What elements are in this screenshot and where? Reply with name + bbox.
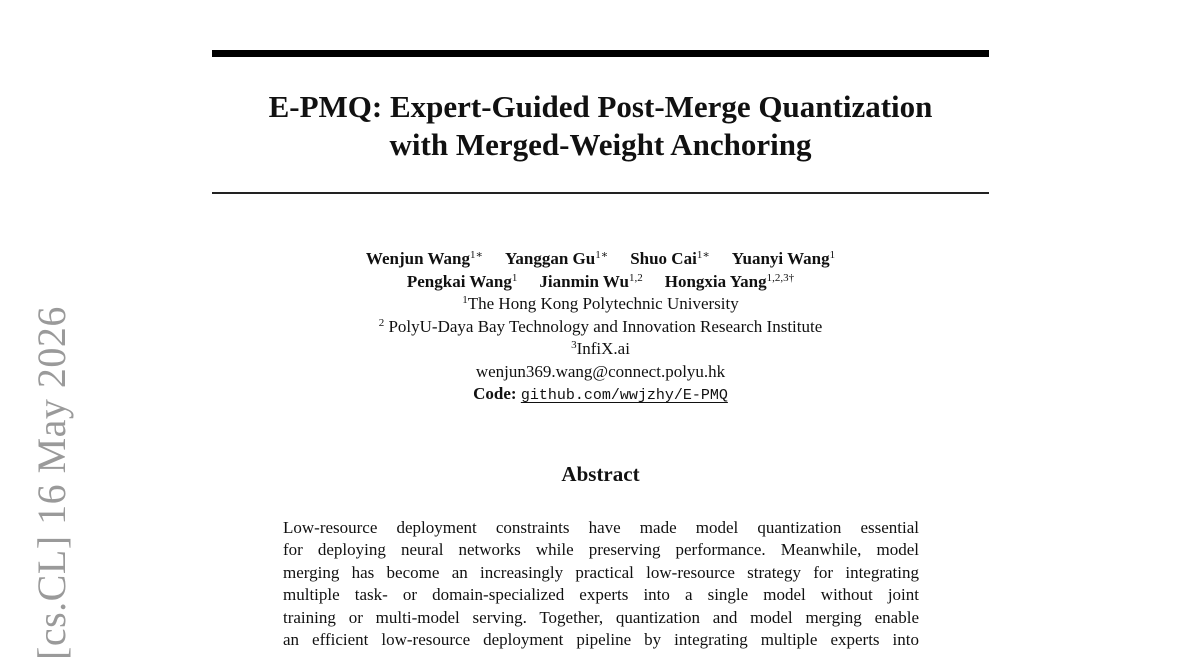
author-sup: 1,2,3† [766,271,795,284]
affiliation-1 [212,293,989,316]
arxiv-stamp: [cs.CL] 16 May 2026 [29,306,74,660]
author-sup: 1∗ [595,249,609,261]
author-name: Yuanyi Wang [731,249,830,268]
affiliation-3 [212,338,989,361]
paper-title [212,88,989,164]
affiliation-name: PolyU-Daya Bay Technology and Innovation Research Institute [384,316,823,336]
author-row-2 [212,271,989,294]
abstract-line: for deploying neural networks while preserving performance. Meanwhile, model [283,540,919,560]
abstract-heading: Abstract [561,462,640,486]
title-line-2: with Merged-Weight Anchoring [389,127,812,162]
author-name: Shuo Cai [630,249,697,268]
affiliation-sup: 1 [462,294,468,306]
author-sup: 1∗ [696,249,710,261]
abstract-line: Low-resource deployment constraints have made model quantization essential [283,518,919,537]
title-line-1: E-PMQ: Expert-Guided Post-Merge Quantization [268,89,933,124]
code-link[interactable]: github.com/wwjzhy/E-PMQ [520,387,728,404]
author-email: wenjun369.wang@connect.polyu.hk [475,361,726,381]
author-name: Wenjun Wang [365,249,470,268]
code-line [212,383,989,408]
author-sup: 1 [829,249,836,261]
author-block [212,248,989,408]
abstract-line: training or multi-model serving. Together, quantization and model merging enable [283,607,919,627]
affiliation-sup: 3 [571,339,577,351]
author-sup: 1∗ [469,249,483,261]
affiliation-name: The Hong Kong Polytechnic University [467,294,739,313]
abstract-line: an efficient low-resource deployment pipeline by integrating multiple experts into [283,630,919,650]
title-bottom-rule [212,192,989,194]
top-rule [212,50,989,57]
author-sup: 1 [511,271,518,284]
abstract-line: merging has become an increasingly practical low-resource strategy for integrating [283,562,919,582]
abstract-line: multiple task- or domain-specialized experts into a single model without joint [283,585,919,605]
author-name: Hongxia Yang [664,271,767,291]
affiliation-sup: 2 [378,316,385,329]
code-label: Code: [473,384,517,403]
author-row-1 [212,248,989,271]
author-sup: 1,2 [629,271,643,284]
abstract-text [283,517,919,651]
author-name: Jianmin Wu [539,271,629,291]
affiliation-name: InfiX.ai [576,339,630,358]
author-name: Pengkai Wang [406,271,512,291]
affiliation-2 [212,316,989,339]
author-name: Yanggan Gu [504,249,596,268]
